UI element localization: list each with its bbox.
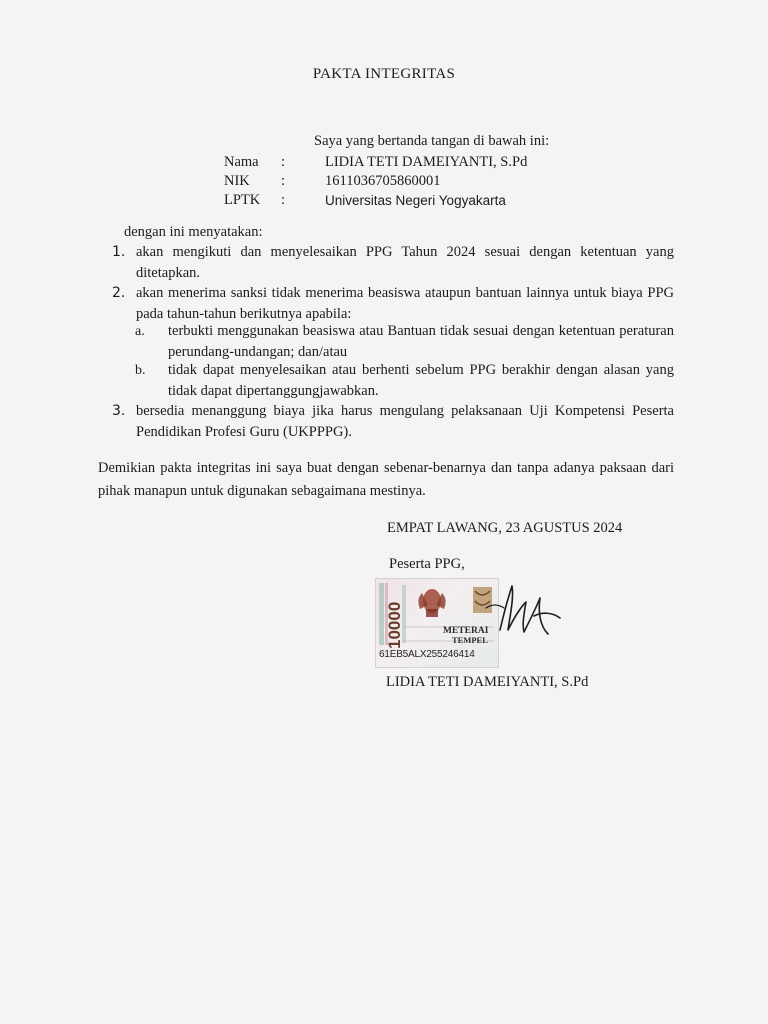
identity-value-lptk: Universitas Negeri Yogyakarta xyxy=(325,193,506,208)
sub-list-text: tidak dapat menyelesaikan atau berhenti sebelum PPG berakhir dengan alasan yang tidak dapat dipertanggungjawabkan. xyxy=(168,362,674,399)
list-item-1 xyxy=(112,242,674,284)
sub-list-text: terbukti menggunakan beasiswa atau Bantuan tidak sesuai dengan ketentuan peraturan perundang-undangan; dan/atau xyxy=(168,323,674,360)
signer-name: LIDIA TETI DAMEIYANTI, S.Pd xyxy=(386,674,589,690)
identity-colon: : xyxy=(281,154,286,170)
stamp-label-tempel: TEMPEL xyxy=(452,635,488,645)
stamp-serial: 61EB5ALX255246414 xyxy=(379,649,475,660)
identity-colon: : xyxy=(281,192,286,208)
identity-value-name: LIDIA TETI DAMEIYANTI, S.Pd xyxy=(325,154,528,170)
document-title: PAKTA INTEGRITAS xyxy=(312,66,456,82)
declaration-text: dengan ini menyatakan: xyxy=(124,224,263,240)
list-item-3 xyxy=(112,401,674,443)
list-number: 1. xyxy=(112,244,126,260)
identity-label: NIK xyxy=(224,173,250,189)
closing-paragraph: Demikian pakta integritas ini saya buat dengan sebenar-benarnya dan tanpa adanya paksaan dari pihak manapun untuk digunakan sebagaimana mestinya. xyxy=(98,460,674,499)
signer-role: Peserta PPG, xyxy=(389,556,465,572)
stamp-nominal: 10000 xyxy=(385,601,404,649)
identity-value-nik: 1611036705860001 xyxy=(325,173,441,189)
place-date: EMPAT LAWANG, 23 AGUSTUS 2024 xyxy=(387,520,623,536)
sub-item-b xyxy=(135,360,674,402)
list-number: 2. xyxy=(112,285,126,301)
identity-label: Nama xyxy=(224,154,259,170)
list-item-2 xyxy=(112,283,674,325)
list-text: bersedia menanggung biaya jika harus mengulang pelaksanaan Uji Kompetensi Peserta Pendidikan Profesi Guru (UKPPPG). xyxy=(136,403,674,440)
sub-list-letter: a. xyxy=(135,324,145,339)
list-text: akan menerima sanksi tidak menerima beasiswa ataupun bantuan lainnya untuk biaya PPG pada tahun-tahun berikutnya apabila: xyxy=(136,285,674,322)
intro-text: Saya yang bertanda tangan di bawah ini: xyxy=(314,133,550,149)
stamp-label-meterai: METERAI xyxy=(443,626,489,636)
list-number: 3. xyxy=(112,403,126,419)
sub-list-letter: b. xyxy=(135,363,146,378)
identity-colon: : xyxy=(281,173,286,189)
sub-item-a xyxy=(135,321,674,363)
identity-label: LPTK xyxy=(224,192,261,208)
handwritten-signature xyxy=(478,568,568,648)
list-text: akan mengikuti dan menyelesaikan PPG Tahun 2024 sesuai dengan ketentuan yang ditetapkan. xyxy=(136,244,674,281)
